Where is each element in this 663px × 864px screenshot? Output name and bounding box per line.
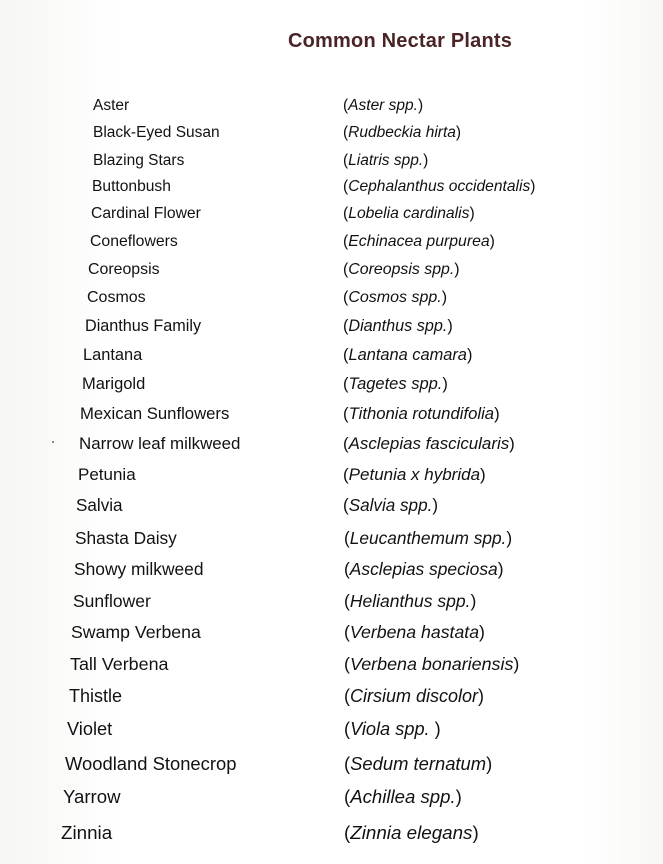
open-paren: ( xyxy=(344,527,350,548)
plant-common-name: Aster xyxy=(93,96,130,114)
plant-scientific-name xyxy=(343,375,448,394)
scientific-name-text: Verbena hastata xyxy=(349,622,480,643)
scientific-name-text: Tithonia rotundifolia xyxy=(348,404,495,424)
scientific-name-text: Lantana camara xyxy=(348,345,467,364)
scientific-name-text: Petunia x hybrida xyxy=(348,465,481,484)
page-title: Common Nectar Plants xyxy=(288,30,513,52)
plant-common-name: Zinnia xyxy=(61,822,113,844)
scientific-name-text: Asclepias fascicularis xyxy=(348,434,510,454)
open-paren: ( xyxy=(344,822,351,844)
plant-common-name: Petunia xyxy=(78,465,136,484)
close-paren: ) xyxy=(423,151,429,169)
plant-scientific-name xyxy=(343,465,486,485)
scientific-name-text: Dianthus spp. xyxy=(348,316,448,335)
plant-common-name: Cardinal Flower xyxy=(91,205,201,223)
scientific-name-text: Achillea spp. xyxy=(350,786,456,808)
close-paren: ) xyxy=(470,590,477,611)
scientific-name-text: Viola spp. xyxy=(350,718,435,739)
plant-common-name: Marigold xyxy=(82,374,146,393)
plant-scientific-name xyxy=(343,346,472,365)
scientific-name-text: Verbena bonariensis xyxy=(349,654,514,675)
scientific-name-text: Salvia spp. xyxy=(348,495,433,515)
plant-common-name: Blazing Stars xyxy=(93,151,185,169)
plant-scientific-name xyxy=(343,152,428,170)
close-paren: ) xyxy=(494,404,500,424)
plant-scientific-name xyxy=(343,124,461,142)
open-paren: ( xyxy=(343,123,349,141)
open-paren: ( xyxy=(343,96,349,114)
scientific-name-text: Rudbeckia hirta xyxy=(348,123,456,141)
open-paren: ( xyxy=(344,590,350,611)
close-paren: ) xyxy=(432,495,439,515)
scientific-name-text: Leucanthemum spp. xyxy=(349,527,507,548)
plant-common-name: Sunflower xyxy=(73,590,151,611)
plant-scientific-name xyxy=(344,622,485,643)
open-paren: ( xyxy=(343,434,349,454)
scientific-name-text: Cosmos spp. xyxy=(348,289,442,306)
plant-common-name: Showy milkweed xyxy=(74,558,204,579)
open-paren: ( xyxy=(343,205,349,223)
plant-common-name: Cosmos xyxy=(87,289,146,306)
close-paren: ) xyxy=(469,205,475,223)
plant-scientific-name xyxy=(344,719,441,740)
scientific-name-text: Coreopsis spp. xyxy=(348,261,455,279)
close-paren: ) xyxy=(454,261,460,279)
open-paren: ( xyxy=(344,654,350,675)
close-paren: ) xyxy=(497,558,504,579)
close-paren: ) xyxy=(478,686,485,706)
paper-speck xyxy=(52,441,54,443)
open-paren: ( xyxy=(343,316,349,335)
close-paren: ) xyxy=(441,289,448,306)
close-paren: ) xyxy=(480,465,486,484)
close-paren: ) xyxy=(442,374,448,393)
scientific-name-text: Helianthus spp. xyxy=(349,590,471,611)
close-paren: ) xyxy=(455,786,462,808)
scientific-name-text: Zinnia elegans xyxy=(350,822,473,844)
plant-common-name: Coreopsis xyxy=(88,261,160,279)
close-paren: ) xyxy=(455,123,462,141)
plant-scientific-name xyxy=(344,822,479,844)
open-paren: ( xyxy=(343,233,349,251)
close-paren: ) xyxy=(466,345,473,364)
plant-scientific-name xyxy=(343,434,515,454)
close-paren: ) xyxy=(417,96,424,114)
plant-scientific-name xyxy=(344,559,504,580)
open-paren: ( xyxy=(344,718,351,739)
scientific-name-text: Aster spp. xyxy=(348,96,418,114)
close-paren: ) xyxy=(472,822,479,844)
scientific-name-text: Lobelia cardinalis xyxy=(348,205,470,223)
plant-scientific-name xyxy=(343,404,500,424)
open-paren: ( xyxy=(344,686,350,706)
close-paren: ) xyxy=(509,434,515,454)
plant-common-name: Narrow leaf milkweed xyxy=(79,434,241,454)
plant-scientific-name xyxy=(343,178,535,196)
scientific-name-text: Asclepias speciosa xyxy=(349,558,498,579)
plant-scientific-name xyxy=(343,97,423,115)
open-paren: ( xyxy=(344,558,350,579)
open-paren: ( xyxy=(343,261,349,279)
plant-common-name: Salvia xyxy=(76,495,123,515)
open-paren: ( xyxy=(343,151,349,169)
open-paren: ( xyxy=(343,345,349,364)
plant-scientific-name xyxy=(343,261,460,279)
plant-scientific-name xyxy=(344,686,484,707)
plant-common-name: Coneflowers xyxy=(90,233,178,251)
plant-common-name: Mexican Sunflowers xyxy=(80,404,230,424)
plant-common-name: Yarrow xyxy=(63,786,121,808)
plant-common-name: Woodland Stonecrop xyxy=(65,752,237,774)
plant-common-name: Lantana xyxy=(83,345,143,364)
plant-scientific-name xyxy=(344,591,476,612)
open-paren: ( xyxy=(344,786,351,808)
scientific-name-text: Echinacea purpurea xyxy=(348,233,490,251)
plant-scientific-name xyxy=(343,289,447,307)
scientific-name-text: Tagetes spp. xyxy=(348,374,443,393)
plant-common-name: Buttonbush xyxy=(92,178,171,196)
plant-scientific-name xyxy=(344,528,512,549)
open-paren: ( xyxy=(343,465,349,484)
close-paren: ) xyxy=(434,718,441,739)
plant-scientific-name xyxy=(344,786,462,808)
scientific-name-text: Liatris spp. xyxy=(348,151,424,169)
close-paren: ) xyxy=(447,316,453,335)
plant-common-name: Violet xyxy=(67,718,113,739)
plant-scientific-name xyxy=(343,496,438,516)
close-paren: ) xyxy=(486,752,493,774)
scientific-name-text: Cirsium discolor xyxy=(350,686,479,706)
plant-common-name: Dianthus Family xyxy=(85,316,202,335)
plant-common-name: Tall Verbena xyxy=(70,654,169,675)
plant-common-name: Shasta Daisy xyxy=(75,527,177,548)
plant-common-name: Swamp Verbena xyxy=(71,622,201,643)
open-paren: ( xyxy=(344,622,350,643)
close-paren: ) xyxy=(479,622,485,643)
close-paren: ) xyxy=(530,178,536,196)
close-paren: ) xyxy=(506,527,513,548)
plant-common-name: Black-Eyed Susan xyxy=(93,123,220,141)
plant-scientific-name xyxy=(343,317,453,336)
open-paren: ( xyxy=(343,374,349,393)
open-paren: ( xyxy=(344,752,351,774)
open-paren: ( xyxy=(343,404,349,424)
plant-scientific-name xyxy=(343,233,495,251)
plant-scientific-name xyxy=(344,654,519,675)
close-paren: ) xyxy=(513,654,520,675)
scientific-name-text: Cephalanthus occidentalis xyxy=(348,178,531,196)
scientific-name-text: Sedum ternatum xyxy=(350,752,487,774)
plant-scientific-name xyxy=(344,753,492,775)
plant-scientific-name xyxy=(343,205,475,223)
close-paren: ) xyxy=(489,233,495,251)
open-paren: ( xyxy=(343,495,349,515)
open-paren: ( xyxy=(343,289,349,306)
open-paren: ( xyxy=(343,178,349,196)
plant-common-name: Thistle xyxy=(69,686,123,706)
